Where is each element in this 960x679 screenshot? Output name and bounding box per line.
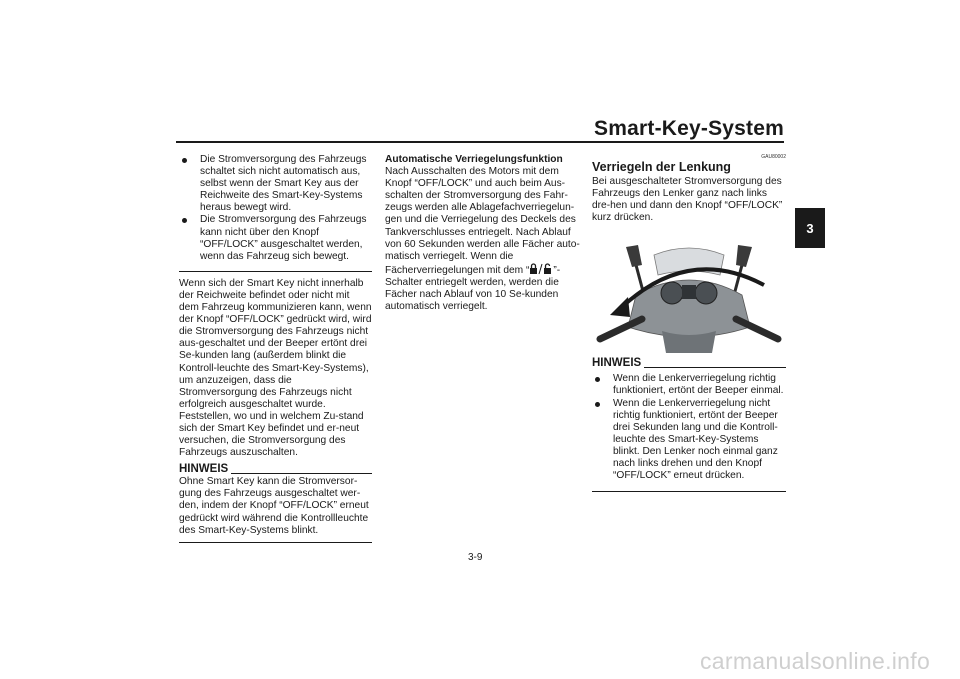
note-text: Ohne Smart Key kann die Stromversor-gung des Fahrzeugs ausgeschaltet wer-den, indem der Knopf “OFF/LOCK” erneut gedrückt wird während die Kontrollleuchte des Smart-Key-Systems blinkt. [179, 476, 369, 536]
column-left [179, 154, 372, 543]
bullet-item: Wenn die Lenkerverriegelung nicht richtig funktioniert, ertönt der Beeper drei Sekunden lang und die Kontroll-leuchte des Smart-Key-Systems blinkt. Den Lenker noch einmal ganz nach links drehen und den Knopf “OFF/LOCK” erneut drücken. [592, 398, 786, 483]
divider [592, 491, 786, 492]
bullet-item: Die Stromversorgung des Fahrzeugs schaltet sich nicht automatisch aus, selbst wenn der Smart Key aus der Reichweite des Smart-Key-Systems heraus bewegt wird. [179, 154, 372, 214]
warning-paragraph: Wenn sich der Smart Key nicht innerhalb der Reichweite befindet oder nicht mit dem Fahrzeug kommunizieren kann, wenn der Knopf “OFF/LOCK” gedrückt wird, wird die Stromversorgung des Fahrzeugs nicht aus-geschaltet und der Beeper ertönt drei Se-kunden lang (außerdem blinkt die Kontroll-leuchte des Smart-Key-Systems), um anzuzeigen, dass die Stromversorgung des Fahrzeugs nicht erfolgreich ausgeschaltet wurde. Feststellen, wo und in welchem Zu-stand sich der Smart Key befindet und er-neut versuchen, die Stromversorgung des Fahrzeugs auszuschalten. [179, 277, 372, 459]
steering-lock-paragraph: Bei ausgeschalteter Stromversorgung des Fahrzeugs den Lenker ganz nach links dre-hen und dann den Knopf “OFF/LOCK” kurz drücken. [592, 176, 783, 224]
note-heading [179, 463, 372, 476]
handlebar-illustration [592, 235, 786, 355]
chapter-tab[interactable]: 3 [795, 208, 825, 248]
bullet-list [179, 154, 372, 263]
paragraph-text: ”-Schalter entriegelt werden, werden die Fächer nach Ablauf von 10 Se-kunden automatisch verriegelt. [385, 264, 561, 313]
note-label: HINWEIS [592, 357, 642, 370]
note-bullet-list [592, 373, 786, 482]
paragraph-text: Nach Ausschalten des Motors mit dem Knopf “OFF/LOCK” und auch beim Aus-schalten der Stromversorgung des Fahr-zeugs werden alle Ablagefachverriegelun-gen und die Verriegelung des Deckels des Tankverschlusses entriegelt. Nach Ablauf von 60 Sekunden werden alle Fächer auto-matisch verriegelt. Wenn die Fächerverriegelungen mit dem “ [385, 166, 580, 276]
divider [644, 367, 786, 368]
page-header-title: Smart-Key-System [594, 117, 784, 140]
note-label: HINWEIS [179, 463, 229, 476]
section-title: Verriegeln der Lenkung [592, 160, 731, 174]
watermark: carmanualsonline.info [700, 648, 931, 674]
bullet-item: Die Stromversorgung des Fahrzeugs kann nicht über den Knopf “OFF/LOCK” ausgeschaltet werden, wenn das Fahrzeug sich bewegt. [179, 214, 372, 262]
section-code: GAU80002 [761, 154, 786, 160]
auto-lock-paragraph [385, 166, 580, 313]
column-middle [385, 154, 580, 313]
section-subheading: Automatische Verriegelungsfunktion [385, 154, 563, 165]
header-rule [176, 141, 784, 143]
column-right [592, 154, 786, 492]
divider [179, 271, 372, 272]
divider [231, 473, 372, 474]
page-number: 3-9 [468, 552, 483, 563]
bullet-item: Wenn die Lenkerverriegelung richtig funktioniert, ertönt der Beeper einmal. [592, 373, 786, 397]
note-heading [592, 357, 786, 370]
divider [179, 542, 372, 543]
lock-unlock-icon [529, 263, 553, 275]
